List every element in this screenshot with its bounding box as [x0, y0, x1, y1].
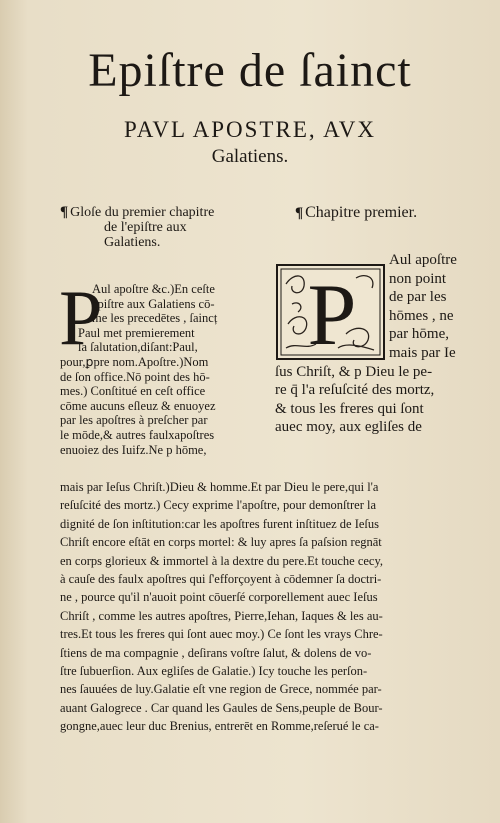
title-line-1: Epiſtre de ſainct: [88, 44, 412, 97]
body-text: [60, 478, 480, 736]
chapter-line: Aul apoſtre: [389, 252, 457, 268]
gloss-column: [59, 274, 270, 457]
chapter-line: hōmes , ne: [389, 307, 454, 324]
gloss-heading: [60, 205, 260, 250]
body-line: Chriſt encore eſtāt en corps mortel: & luy apres ſa paſsion regnāt: [60, 535, 382, 550]
body-line: mais par Ieſus Chriſt.)Dieu & homme.Et par Dieu le pere,qui l'a: [60, 480, 379, 494]
body-line: reſuſcité des mortz.) Cecy exprime l'apoſtre, pour demonſtrer la: [60, 498, 377, 513]
gloss-line: le mōde,& autres faulxapoſtres: [60, 427, 215, 442]
pilcrow-icon: ¶: [295, 205, 304, 221]
gloss-line: mes.) Conſtitué en ceſt office: [60, 384, 206, 399]
body-line: Chriſt , comme les autres apoſtres, Pierre,Iehan, Iaques & les au-: [60, 608, 383, 623]
pilcrow-icon: ¶: [60, 204, 69, 220]
gloss-line: par les apoſtres à preſcher par: [60, 413, 208, 428]
gloss-line: ſa ſalutation,diſant:Paul,: [78, 340, 198, 355]
chapter-line: de par les: [389, 289, 447, 306]
chapter-line: par hōme,: [389, 326, 449, 343]
chapter-line: & tous les freres qui ſont: [275, 400, 424, 417]
body-line: dignité de ſon inſtitution:car les apoſtres furent inſtituez de Ieſus: [60, 516, 380, 531]
gloss-line: cōme aucuns eſleuz & enuoyez: [60, 398, 216, 413]
gloss-line: me les precedētes , ſaincț: [92, 311, 218, 326]
gloss-drop-initial: P: [59, 274, 103, 361]
body-line: auant Galogrece . Car quand les Gaules de Sens,peuple de Bour-: [60, 700, 383, 715]
body-line: en corps glorieux & immortel à la dextre du pere.Et touche cecy,: [60, 553, 384, 568]
chapter-line: re q̄ l'a reſuſcité des mortz,: [275, 382, 435, 399]
chapter-line: non point: [389, 270, 447, 287]
gloss-line: pour,ꝑpre nom.Apoſtre.)Nom: [60, 354, 209, 369]
title-line-3: Galatiens.: [211, 146, 289, 167]
body-line: gongne,auec leur duc Brenius, entrerēt en Romme,reſerué le ca-: [60, 719, 379, 734]
chapter-drop-initial: P: [307, 267, 357, 360]
body-line: à cauſe des faulx apoſtres qui ſ'efforçoyent à cōdemner ſa doctri-: [60, 572, 382, 587]
gloss-heading-line-2: de l'epiſtre aux: [104, 220, 187, 235]
chapter-line: mais par Ie: [389, 344, 456, 361]
body-line: nes ſauuées de luy.Galatie eſt vne region de Grece, nommée par-: [60, 682, 382, 697]
body-line: ne , pource qu'il n'auoit point cōuerſé corporellement auec Ieſus: [60, 590, 378, 605]
body-line: tres.Et tous les freres qui ſont auec moy.) Ce ſont les vrays Chre-: [60, 627, 383, 642]
chapter-heading-text: Chapitre premier.: [305, 204, 418, 221]
title-line-2: PAVL APOSTRE, AVX: [124, 117, 376, 142]
chapter-line: ſus Chriſt, & p Dieu le pe-: [275, 363, 433, 380]
body-line: ſtre ſubuerſion. Aux egliſes de Galatie.) Icy touche les perſon-: [60, 664, 368, 679]
gloss-line: epiſtre aux Galatiens cō-: [92, 296, 215, 311]
gloss-line: Aul apoſtre &c.)En ceſte: [92, 282, 215, 296]
gloss-line: enuoiez des Iuifz.Ne p hōme,: [60, 442, 207, 457]
chapter-column: [275, 251, 480, 437]
gloss-heading-line-3: Galatiens.: [104, 235, 161, 250]
gloss-line: de ſon office.Nō point des hō-: [60, 369, 210, 384]
chapter-line: auec moy, aux egliſes de: [275, 419, 422, 436]
gloss-line: Paul met premierement: [78, 325, 195, 340]
body-line: ſtiens de ma compagnie , deſirans voſtre ſalut, & dolens de vo-: [60, 645, 372, 660]
gloss-heading-line-1: Gloſe du premier chapitre: [70, 205, 215, 220]
chapter-heading: [295, 204, 475, 222]
